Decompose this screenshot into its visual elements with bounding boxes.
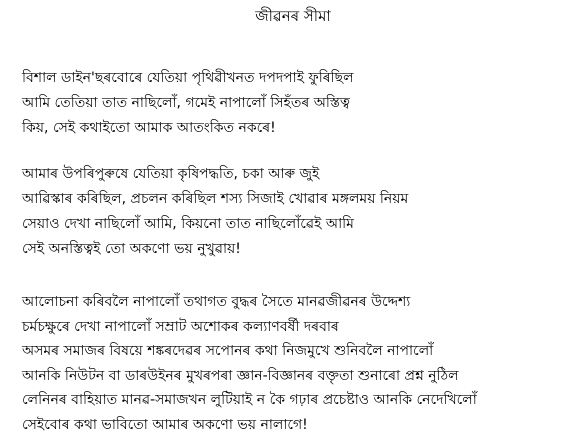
poem-line: কিয়, সেই কথাইতো আমাক আতংকিত নকৰে! bbox=[22, 120, 276, 136]
poem-line: সেই অনস্তিত্বই তো অকণো ভয় নুখুৱায়! bbox=[22, 241, 241, 257]
poem-line: সেয়াও দেখা নাছিলোঁ আমি, কিয়নো তাত নাছিলোঁৱেই আমি bbox=[22, 216, 354, 232]
poem-line: অসমৰ সমাজৰ বিষয়ে শঙ্কৰদেৱৰ সপোনৰ কথা নিজমুখে শুনিবলৈ নাপালোঁ bbox=[22, 343, 434, 359]
stanza-1 bbox=[22, 66, 582, 141]
poem-line: বিশাল ডাইন'ছৰবোৰে যেতিয়া পৃথিৱীখনত দপদপাই ফুৰিছিল bbox=[22, 70, 354, 86]
poem-line: আৱিস্কাৰ কৰিছিল, প্ৰচলন কৰিছিল শস্য সিজাই খোৱাৰ মঙ্গলময় নিয়ম bbox=[22, 191, 409, 207]
poem-line: চৰ্মচক্ষুৰে দেখা নাপালোঁ সম্ৰাট অশোকৰ কল্যাণবৰ্ষী দৰবাৰ bbox=[22, 318, 339, 335]
stanza-3 bbox=[22, 290, 582, 437]
poem-line: আমি তেতিয়া তাত নাছিলোঁ, গমেই নাপালোঁ সিহঁতৰ অস্তিত্ব bbox=[22, 95, 350, 111]
poem-line: লেনিনৰ বাহিয়াত মানৱ-সমাজখন লুটিয়াই ন কৈ গঢ়াৰ প্ৰচেষ্টাও আনকি নেদেখিলোঁ bbox=[22, 392, 477, 408]
poem-line: আমাৰ উপৰিপুৰুষে যেতিয়া কৃষিপদ্ধতি, চকা আৰু জুই bbox=[22, 166, 320, 182]
poem-line: আনকি নিউটন বা ডাৰউইনৰ মুখৰপৰা জ্ঞান-বিজ্ঞানৰ বক্তৃতা শুনাৰো প্ৰশ্ন নুঠিল bbox=[22, 367, 459, 384]
poem-line: সেইবোৰ কথা ভাবিতো আমাৰ অকণো ভয় নালাগে! bbox=[22, 416, 308, 433]
poem-line: আলোচনা কৰিবলৈ নাপালোঁ তথাগত বুদ্ধৰ সৈতে মানৱজীৱনৰ উদ্দেশ্য bbox=[22, 294, 411, 310]
stanza-2 bbox=[22, 162, 582, 262]
poem-title: জীৱনৰ সীমা bbox=[255, 7, 331, 25]
